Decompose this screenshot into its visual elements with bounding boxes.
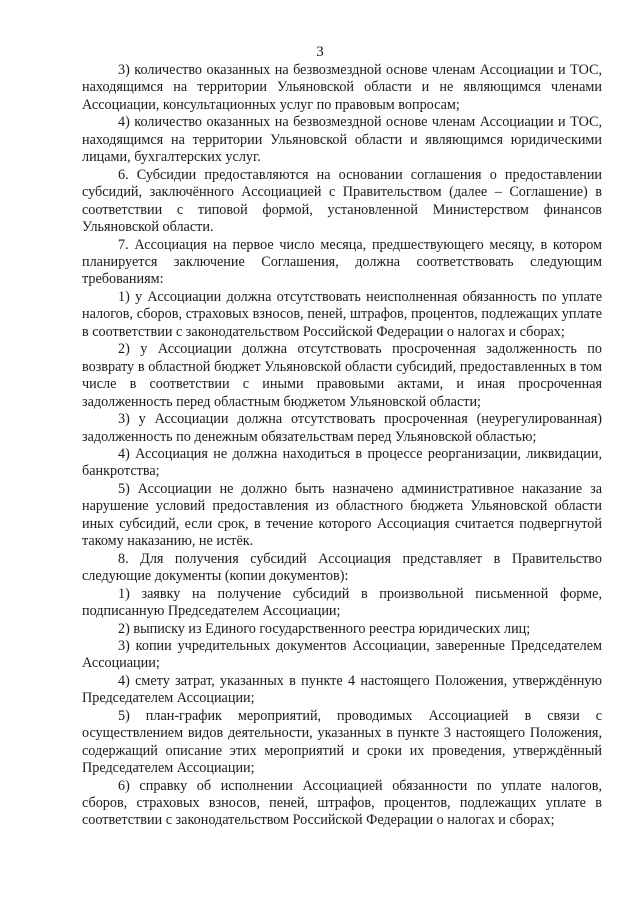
paragraph-6-subsidy-agreement: 6. Субсидии предоставляются на основании соглашения о предоставлении субсидий, заключённого Ассоциацией с Правительством (далее – Соглашение) в соответствии с типовой формой, установленной Министерством финансов Ульяновской области.	[82, 166, 602, 236]
requirement-3-monetary-obligations: 3) у Ассоциации должна отсутствовать просроченная (неурегулированная) задолженность по денежным обязательствам перед Ульяновской областью;	[82, 411, 602, 445]
requirement-5-administrative-penalty: 5) Ассоциации не должно быть назначено административное наказание за нарушение условий предоставления из областного бюджета Ульяновской области иных субсидий, если срок, в течение которого Ассоциация считается подвергнутой такому наказанию, не истёк.	[82, 480, 602, 550]
paragraph-4-accounting-services: 4) количество оказанных на безвозмездной основе членам Ассоциации и ТОС, находящимся на территории Ульяновской области и являющимся юридическими лицами, бухгалтерских услуг.	[82, 114, 602, 166]
requirement-1-taxes: 1) у Ассоциации должна отсутствовать неисполненная обязанность по уплате налогов, сборов, страховых взносов, пеней, штрафов, процентов, подлежащих уплате в соответствии с законодательством Российской Федерации о налогах и сборах;	[82, 288, 602, 340]
document-4-cost-estimate: 4) смету затрат, указанных в пункте 4 настоящего Положения, утверждённую Председателем Ассоциации;	[82, 672, 602, 707]
page-number: 3	[316, 44, 324, 60]
requirement-2-overdue-debt: 2) у Ассоциации должна отсутствовать просроченная задолженность по возврату в областной бюджет Ульяновской области субсидий, предоставленных в том числе в соответствии с иными правовыми актами, и иная просроченная задолженность перед областным бюджетом Ульяновской области;	[82, 341, 602, 410]
document-5-event-schedule: 5) план-график мероприятий, проводимых Ассоциацией в связи с осуществлением видов деятельности, указанных в пункте 3 настоящего Положения, содержащий описание этих мероприятий и сроки их проведения, утверждённый Председателем Ассоциации;	[82, 707, 602, 777]
document-body	[82, 62, 602, 830]
document-3-founding-documents: 3) копии учредительных документов Ассоциации, заверенные Председателем Ассоциации;	[82, 637, 602, 672]
paragraph-3-consulting-services: 3) количество оказанных на безвозмездной основе членам Ассоциации и ТОС, находящимся на территории Ульяновской области и не являющимся членами Ассоциации, консультационных услуг по правовым вопросам;	[82, 62, 602, 113]
requirement-4-reorganization: 4) Ассоциация не должна находиться в процессе реорганизации, ликвидации, банкротства;	[82, 445, 602, 480]
paragraph-8-documents: 8. Для получения субсидий Ассоциация представляет в Правительство следующие документы (копии документов):	[82, 550, 602, 585]
paragraph-7-requirements: 7. Ассоциация на первое число месяца, предшествующего месяцу, в котором планируется заключение Соглашения, должна соответствовать следующим требованиям:	[82, 236, 602, 288]
document-6-tax-certificate: 6) справку об исполнении Ассоциацией обязанности по уплате налогов, сборов, страховых взносов, пеней, штрафов, процентов, подлежащих уплате в соответствии с законодательством Российской Федерации о налогах и сборах;	[82, 777, 602, 829]
document-2-registry-extract: 2) выписку из Единого государственного реестра юридических лиц;	[118, 620, 531, 637]
document-1-application: 1) заявку на получение субсидий в произвольной письменной форме, подписанную Председателем Ассоциации;	[82, 585, 602, 620]
